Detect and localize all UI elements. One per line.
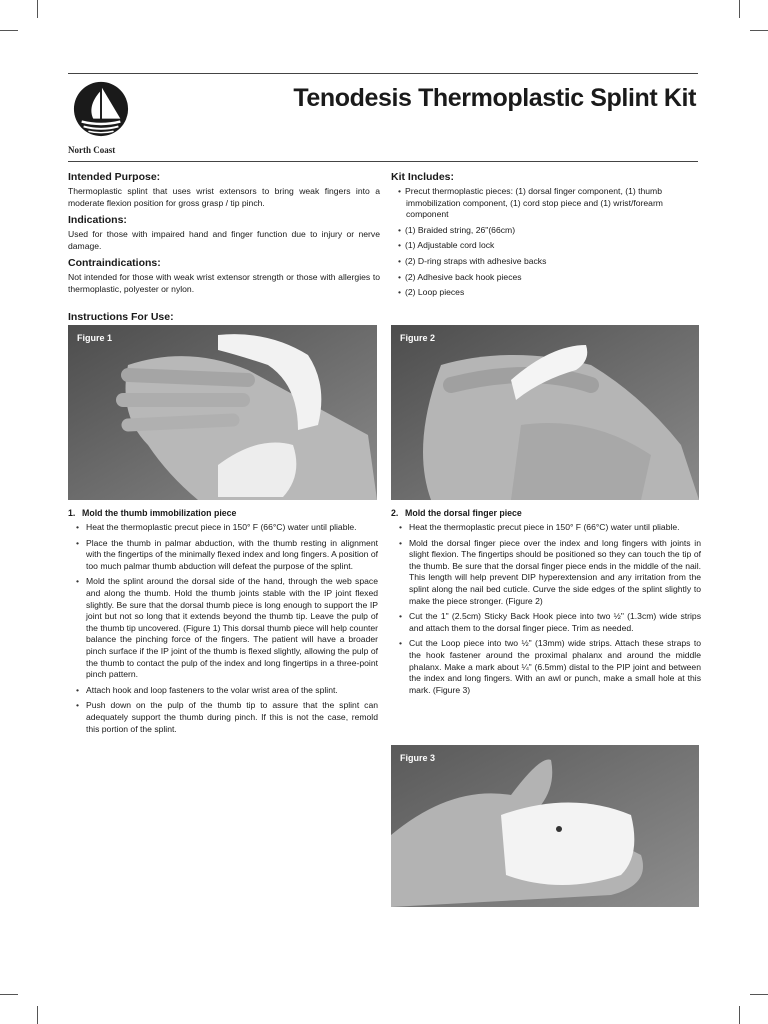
step-1-section	[68, 507, 378, 739]
step-1-number: 1.	[68, 508, 76, 518]
kit-item: • (1) Adjustable cord lock	[391, 240, 701, 252]
hand-thumb-splint-illustration	[68, 325, 377, 500]
step-2-section	[391, 507, 701, 700]
step-1-item: • Push down on the pulp of the thumb tip to assure that the splint can adequately support the thumb during pinch. If this is not the case, remold this portion of the splint.	[68, 700, 378, 735]
intended-purpose-text: Thermoplastic splint that uses wrist extensors to bring weak fingers into a moderate flexion position for gross grasp / tip pinch.	[68, 186, 380, 208]
hand-finger-splint-illustration	[391, 325, 699, 500]
kit-items-list	[391, 186, 701, 299]
crop-mark	[750, 30, 768, 31]
overview-column	[68, 171, 380, 301]
step-2-item: • Cut the Loop piece into two ½" (13mm) wide strips. Attach these straps to the hook fastener around the proximal phalanx and around the middle phalanx. Make a mark about ¼" (6.5mm) distal to the PIP joint and between the index and long fingers. With an awl or punch, make a small hole at this mark. (Figure 3)	[391, 638, 701, 696]
sailboat-logo-icon	[72, 80, 130, 138]
kit-column	[391, 171, 701, 303]
figure-1-label: Figure 1	[77, 333, 113, 343]
step-1-item: • Heat the thermoplastic precut piece in 150° F (66°C) water until pliable.	[68, 522, 378, 534]
step-1-item: • Attach hook and loop fasteners to the volar wrist area of the splint.	[68, 685, 378, 697]
crop-mark	[750, 994, 768, 995]
figure-2-label: Figure 2	[400, 333, 436, 343]
step-2-item: • Mold the dorsal finger piece over the index and long fingers with joints in slight flexion. The fingertips should be positioned so they can touch the tip of the thumb. Be sure that the dorsal finger piece ends in the middle of the nail. This length will help prevent DIP hyperextension and any irritation from the splint along the nail bed cuticle. Curve the side edges of the splint slightly to make the piece stronger. (Figure 2)	[391, 538, 701, 608]
contraindications-text: Not intended for those with weak wrist extensor strength or those with allergies to thermoplastic, polyester or nylon.	[68, 272, 380, 294]
contraindications-heading: Contraindications:	[68, 257, 161, 270]
brand-logo	[68, 80, 138, 160]
step-1-title	[68, 507, 378, 519]
kit-item: • (1) Braided string, 26"(66cm)	[391, 225, 701, 237]
header-top-rule	[68, 73, 698, 74]
kit-item: • Precut thermoplastic pieces: (1) dorsal finger component, (1) thumb immobilization component, (1) cord stop piece and (1) wrist/forearm component	[391, 186, 701, 221]
step-1-list	[68, 522, 378, 735]
kit-item: • (2) Adhesive back hook pieces	[391, 272, 701, 284]
indications-text: Used for those with impaired hand and finger function due to injury or nerve damage.	[68, 229, 380, 251]
crop-mark	[37, 1006, 38, 1024]
step-2-item: • Cut the 1" (2.5cm) Sticky Back Hook piece into two ½" (1.3cm) wide strips and attach them to the dorsal finger piece. Trim as needed.	[391, 611, 701, 634]
indications-heading: Indications:	[68, 214, 127, 227]
step-1-item: • Place the thumb in palmar abduction, with the thumb resting in alignment with the fingertips of the minimally flexed index and long fingers. A position of too much palmar thumb abduction will defeat the purpose of the splint.	[68, 538, 378, 573]
hand-dorsal-splint-illustration	[391, 745, 699, 907]
step-2-title	[391, 507, 701, 519]
figure-3-label: Figure 3	[400, 753, 436, 763]
step-2-item: • Heat the thermoplastic precut piece in 150° F (66°C) water until pliable.	[391, 522, 701, 534]
kit-item: • (2) D-ring straps with adhesive backs	[391, 256, 701, 268]
step-1-title-text: Mold the thumb immobilization piece	[82, 508, 237, 518]
kit-item: • (2) Loop pieces	[391, 287, 701, 299]
crop-mark	[0, 30, 18, 31]
crop-mark	[37, 0, 38, 18]
figure-2-photo	[391, 325, 699, 500]
figure-1-photo	[68, 325, 377, 500]
instructions-heading: Instructions For Use:	[68, 311, 174, 323]
figure-3-photo	[391, 745, 699, 907]
crop-mark	[0, 994, 18, 995]
document-title: Tenodesis Thermoplastic Splint Kit	[293, 84, 696, 112]
brand-name: North Coast	[68, 145, 116, 155]
crop-mark	[739, 1006, 740, 1024]
step-1-item: • Mold the splint around the dorsal side of the hand, through the web space and along the thumb. Hold the thumb joints stable with the IP joint flexed slightly. Be sure that the dorsal thumb piece is long enough to support the IP joint but not so long that it extends beyond the thumb tip. Leave the pulp of the thumb tip uncovered. (Figure 1) This dorsal thumb piece will help counter balance the pinching force of the fingers. The patient will have a broader pinch surface if the IP joint of the thumb is flexed slightly, allowing the pulp of the thumb to contact the pulp of the index and long fingertips in a three-point pinch pattern.	[68, 576, 378, 680]
step-2-number: 2.	[391, 508, 399, 518]
crop-mark	[739, 0, 740, 18]
step-2-title-text: Mold the dorsal finger piece	[405, 508, 522, 518]
header-bottom-rule	[68, 161, 698, 162]
intended-purpose-heading: Intended Purpose:	[68, 171, 161, 183]
step-2-list	[391, 522, 701, 696]
kit-includes-heading: Kit Includes:	[391, 171, 455, 183]
